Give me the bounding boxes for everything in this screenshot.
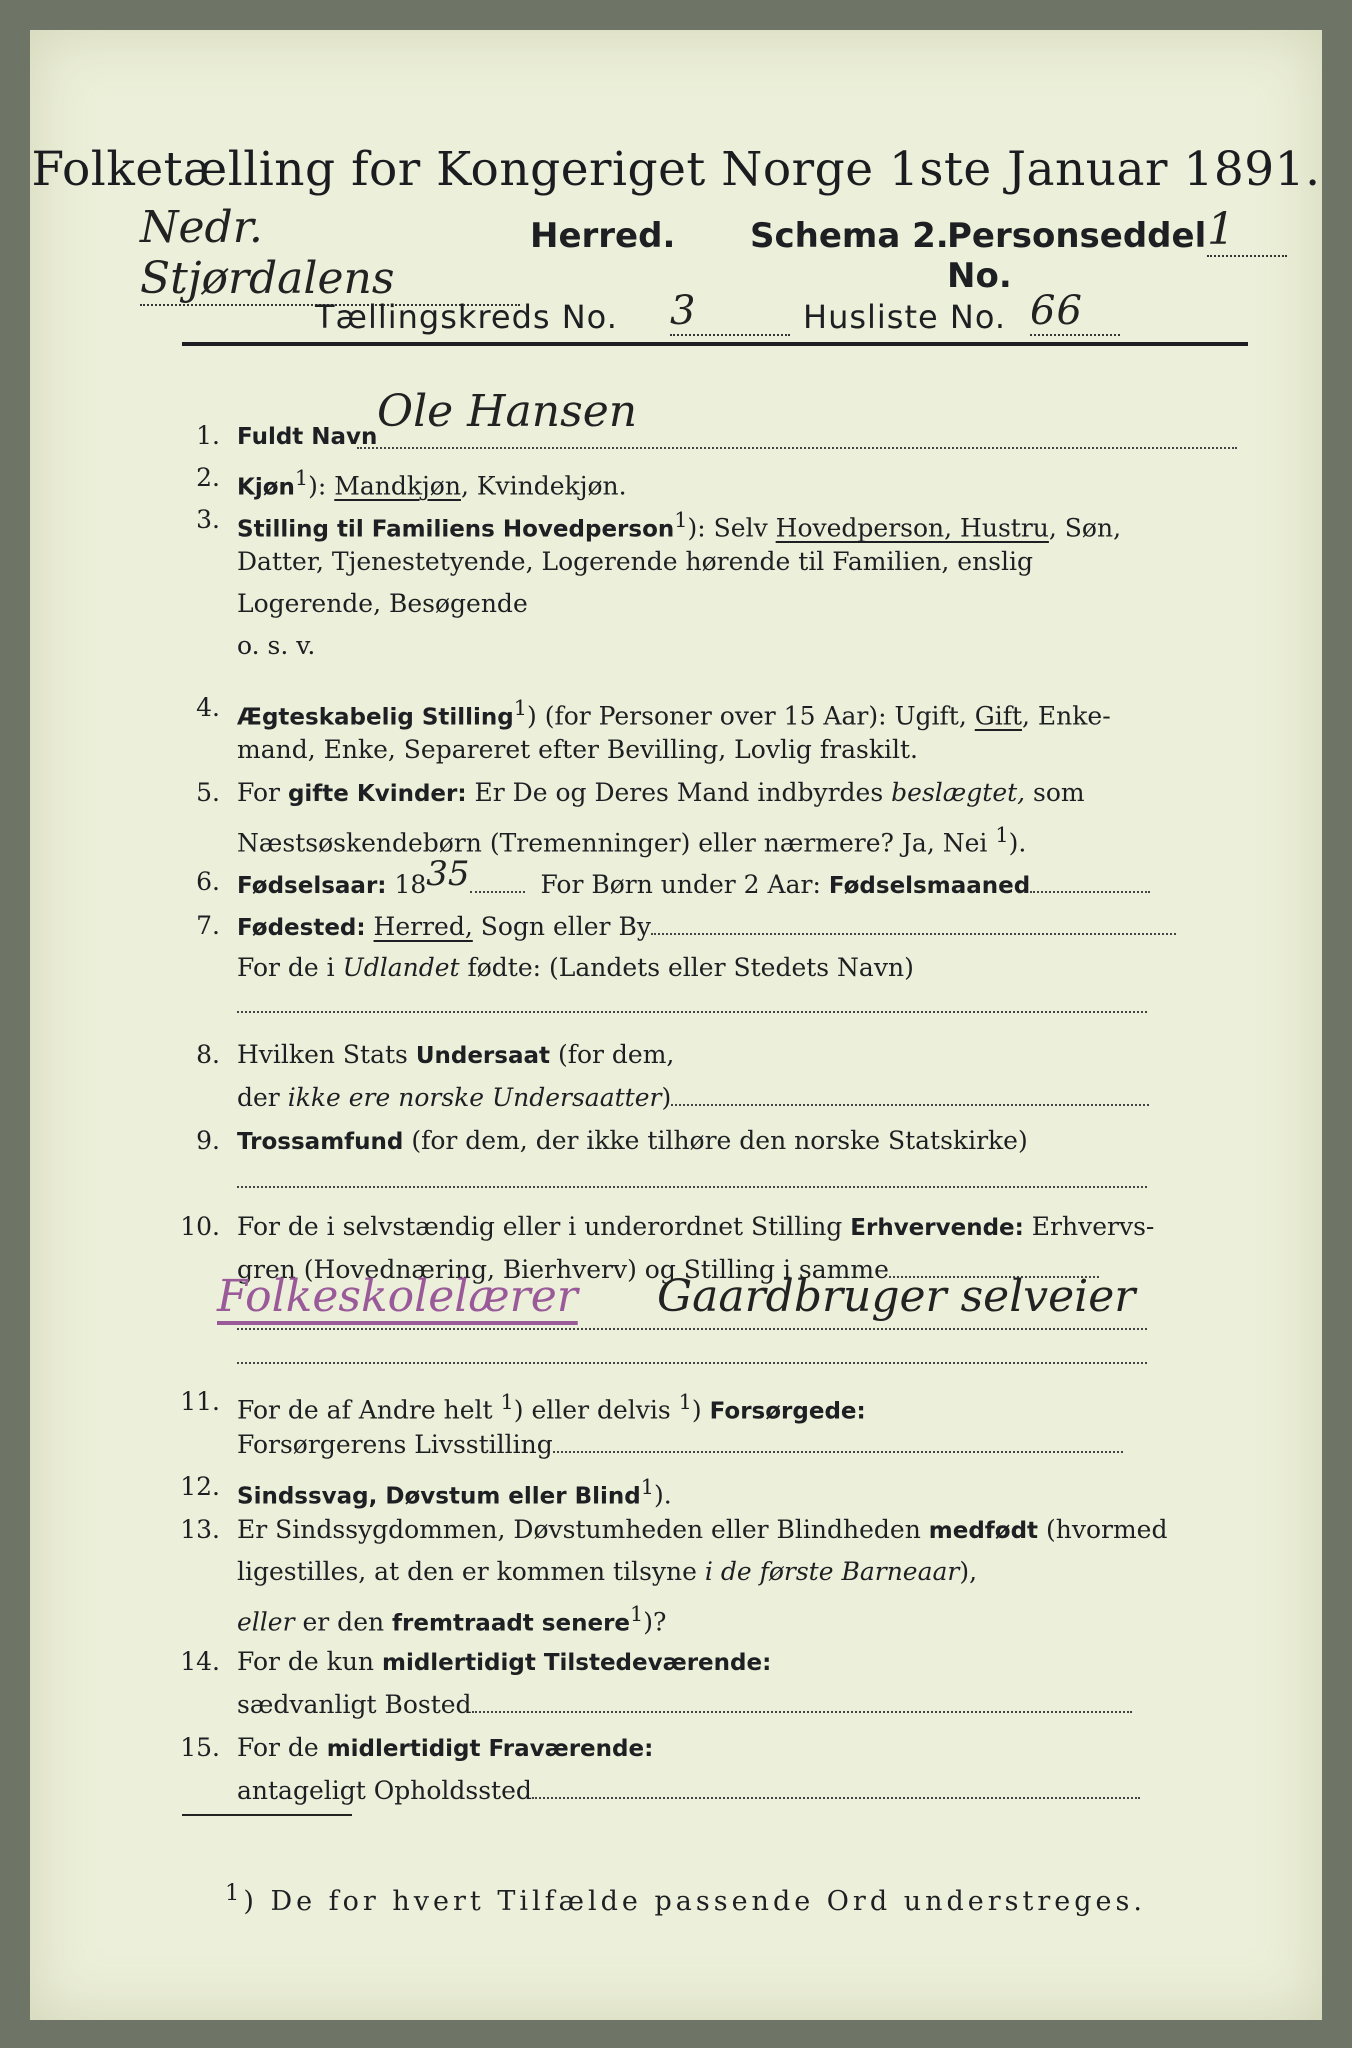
- dotline: [237, 1184, 1147, 1188]
- dotline: [237, 1326, 1147, 1330]
- item-number: 15.: [180, 1733, 220, 1762]
- text: ).: [1008, 828, 1027, 858]
- text: ): [691, 1395, 710, 1425]
- text: Logerende, Besøgende: [237, 589, 528, 618]
- taellingskreds-label: Tællingskreds No.: [315, 298, 618, 336]
- text: der: [237, 1083, 288, 1112]
- census-form: [30, 30, 1322, 2020]
- field-label-religion: Trossamfund: [237, 1129, 404, 1155]
- text: (for dem, der ikke tilhøre den norske Statskirke): [403, 1126, 1028, 1155]
- dotline: [470, 863, 525, 893]
- field-label-temporarily-present: midlertidigt Tilstedeværende:: [381, 1650, 772, 1676]
- field-label-later-onset: fremtraadt senere: [392, 1610, 631, 1637]
- field-label-occupation: Erhvervende:: [850, 1215, 1024, 1241]
- field-label-disability: Sindssvag, Døvstum eller Blind: [237, 1483, 641, 1510]
- year-prefix: 18: [386, 870, 427, 899]
- text: ): [661, 1083, 672, 1112]
- footnote-ref: 1: [500, 1390, 514, 1414]
- municipality-handwritten: Nedr. Stjørdalens: [140, 202, 520, 306]
- husliste-number: 66: [1030, 288, 1120, 336]
- text: ).: [654, 1480, 672, 1510]
- text: For de kun: [237, 1647, 382, 1676]
- field-label-birthplace: Fødested:: [237, 915, 366, 941]
- option-hovedperson-underlined: Hovedperson, Hustru: [775, 513, 1049, 543]
- field-label-birth-year: Fødselsaar:: [237, 873, 387, 899]
- footnote-divider: [182, 1814, 352, 1816]
- text: o. s. v.: [237, 631, 316, 660]
- header-line-2: [315, 288, 1135, 344]
- text: For Børn under 2 Aar:: [540, 870, 829, 899]
- text: gren (Hovednæring, Bierhverv) og Stilling i samme: [237, 1255, 889, 1284]
- text: ) (for Personer over 15 Aar): Ugift,: [527, 701, 975, 731]
- dotline: [237, 1360, 1147, 1364]
- text: mand, Enke, Separeret efter Bevilling, Lovlig fraskilt.: [237, 735, 918, 764]
- text: (for dem,: [550, 1040, 675, 1069]
- text: For de: [237, 1733, 327, 1762]
- text: (hvormed: [1038, 1515, 1168, 1544]
- text: )?: [643, 1607, 667, 1637]
- field-label-full-name: Fuldt Navn: [237, 424, 378, 450]
- item-number: 2.: [196, 463, 220, 492]
- item-number: 12.: [180, 1472, 220, 1501]
- dotline: [472, 1683, 1132, 1713]
- text: sædvanligt Bosted: [237, 1690, 472, 1719]
- footnote-ref: 1: [294, 466, 309, 490]
- item-number: 13.: [180, 1515, 220, 1544]
- dotline: [532, 1769, 1140, 1799]
- footnote-ref: 1: [678, 1390, 692, 1414]
- text: eller: [237, 1607, 295, 1637]
- text: ) eller delvis: [513, 1395, 679, 1425]
- item-number: 9.: [196, 1126, 220, 1155]
- field-label-citizenship: Undersaat: [415, 1043, 550, 1069]
- item-number: 14.: [180, 1647, 220, 1676]
- footnote-ref: 1: [630, 1602, 644, 1626]
- footnote-ref: 1: [995, 823, 1009, 847]
- answer-dotline: [357, 445, 1237, 449]
- answer-occupation-primary: Folkeskolelærer: [217, 1271, 578, 1322]
- item-number: 1.: [196, 421, 220, 450]
- schema-label: Schema 2.: [750, 216, 949, 256]
- text: For de i selvstændig eller i underordnet Stilling: [237, 1212, 851, 1241]
- husliste-label: Husliste No.: [803, 298, 1006, 336]
- field-label-dependents: Forsørgede:: [709, 1398, 866, 1425]
- text: ):: [308, 471, 335, 501]
- answer-birth-year: 35: [426, 854, 470, 894]
- item-number: 8.: [196, 1040, 220, 1069]
- field-label-temporarily-absent: midlertidigt Fraværende:: [326, 1736, 654, 1762]
- text: For de i: [237, 953, 343, 982]
- footnote-marker: 1: [225, 1880, 244, 1906]
- text: For: [237, 778, 288, 807]
- field-label-family-position: Stilling til Familiens Hovedperson: [237, 516, 675, 543]
- dotline: [651, 905, 1176, 935]
- field-label-congenital: medfødt: [928, 1518, 1039, 1544]
- footnote-ref: 1: [674, 508, 688, 532]
- text: Erhvervs-: [1023, 1212, 1155, 1241]
- item-number: 7.: [196, 911, 220, 940]
- option-herred-underlined: Herred,: [373, 912, 473, 941]
- answer-full-name: Ole Hansen: [377, 386, 638, 437]
- text: Næstsøskendebørn (Tremenninger) eller nærmere? Ja, Nei: [237, 828, 996, 858]
- text: Er Sindssygdommen, Døvstumheden eller Blindheden: [237, 1515, 929, 1544]
- footnote-ref: 1: [640, 1475, 655, 1499]
- text: , Søn,: [1048, 513, 1122, 543]
- field-label-marital-status: Ægteskabelig Stilling: [237, 704, 514, 731]
- item-number: 11.: [180, 1387, 220, 1416]
- text: fødte: (Landets eller Stedets Navn): [459, 953, 914, 982]
- herred-label: Herred.: [530, 216, 676, 256]
- text: antageligt Opholdssted: [237, 1776, 532, 1805]
- text: Hvilken Stats: [237, 1040, 416, 1069]
- text: For de af Andre helt: [237, 1395, 501, 1425]
- dotline: [237, 1009, 1147, 1013]
- text: Udlandet: [342, 953, 460, 982]
- personseddel-number: 1: [1207, 204, 1287, 257]
- text: ),: [959, 1557, 978, 1586]
- dotline: [553, 1423, 1123, 1453]
- text: ikke ere norske Undersaatter: [287, 1083, 662, 1112]
- personseddel-label: Personseddel No.: [947, 216, 1207, 296]
- text: ): Selv: [687, 513, 776, 543]
- header-line-1: [125, 202, 1265, 304]
- item-number: 6.: [196, 867, 220, 896]
- field-label-gender: Kjøn: [237, 474, 295, 501]
- footnote: [225, 1880, 1146, 1917]
- header-divider: [182, 342, 1248, 346]
- text: beslægtet,: [891, 778, 1026, 807]
- text: som: [1025, 778, 1085, 807]
- field-label-married-women: gifte Kvinder:: [287, 781, 467, 807]
- text: Datter, Tjenestetyende, Logerende hørende til Familien, enslig: [237, 547, 1034, 576]
- text: er den: [294, 1607, 393, 1637]
- text: , Enke-: [1022, 701, 1111, 731]
- text: i de første Barneaar: [704, 1557, 960, 1586]
- field-label-birth-month: Fødselsmaaned: [828, 873, 1031, 899]
- text: , Kvindekjøn.: [460, 471, 627, 501]
- text: Sogn eller By: [472, 912, 651, 941]
- item-number: 5.: [196, 778, 220, 807]
- item-number: 10.: [180, 1212, 220, 1241]
- option-mandkjon-underlined: Mandkjøn: [334, 471, 461, 501]
- taellingskreds-number: 3: [670, 288, 790, 336]
- text: Forsørgerens Livsstilling: [237, 1430, 553, 1459]
- text: ligestilles, at den er kommen tilsyne: [237, 1557, 705, 1586]
- footnote-ref: 1: [513, 696, 528, 720]
- answer-occupation-secondary: Gaardbruger selveier: [657, 1271, 1136, 1322]
- footnote-text: ) De for hvert Tilfælde passende Ord understreges.: [243, 1886, 1146, 1917]
- item-number: 4.: [196, 693, 220, 722]
- text: Er De og Deres Mand indbyrdes: [466, 778, 892, 807]
- dotline: [671, 1076, 1149, 1106]
- form-title: Folketælling for Kongeriget Norge 1ste Januar 1891.: [31, 142, 1321, 197]
- option-gift-underlined: Gift: [974, 701, 1022, 731]
- item-number: 3.: [196, 505, 220, 534]
- dotline: [1030, 863, 1150, 893]
